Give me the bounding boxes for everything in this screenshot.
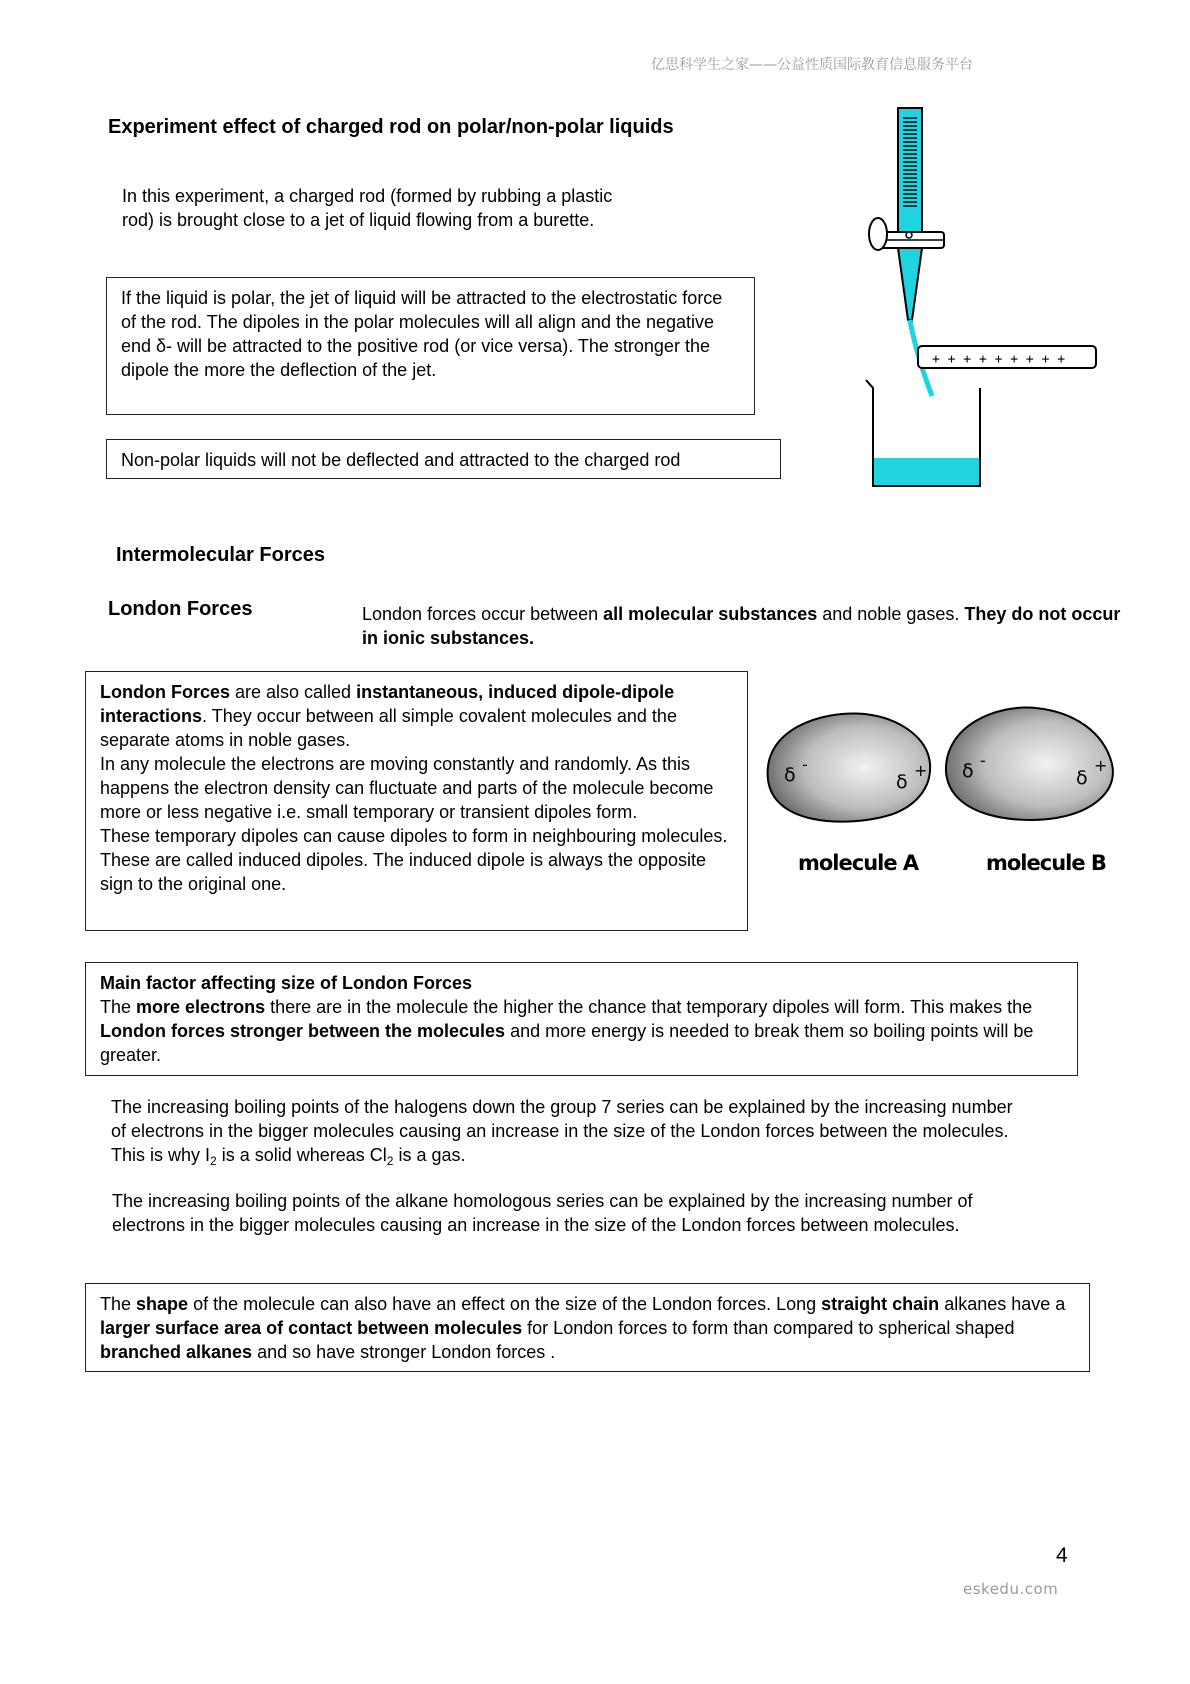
- nonpolar-liquid-box: [106, 439, 781, 479]
- polar-liquid-box: [106, 277, 755, 415]
- experiment-title: Experiment effect of charged rod on polar/non-polar liquids: [108, 116, 674, 138]
- rod-charge-label: + + + + + + + + +: [932, 352, 1066, 367]
- delta-negative-a: δ: [784, 764, 796, 786]
- polar-liquid-text: If the liquid is polar, the jet of liquid will be attracted to the electrostatic force of the rod. The dipoles in the polar molecules will all align and the negative end δ- will be attracted to the positive rod (or vice versa). The stronger the dipole the more the deflection of the jet.: [121, 288, 723, 380]
- positive-sign-a: +: [914, 761, 928, 780]
- burette-experiment-diagram: [860, 104, 1100, 490]
- negative-sign-b: -: [980, 751, 986, 770]
- london-forces-intro: London forces occur between all molecular substances and noble gases. They do not occur in ionic substances.: [362, 604, 1121, 648]
- molecule-a-label: molecule A: [798, 851, 919, 875]
- experiment-intro: In this experiment, a charged rod (formed by rubbing a plastic rod) is brought close to a jet of liquid flowing from a burette.: [122, 186, 613, 230]
- intermolecular-forces-heading: Intermolecular Forces: [116, 544, 325, 566]
- temporary-dipole-diagram: [760, 700, 1120, 882]
- delta-positive-b: δ: [1076, 767, 1088, 789]
- delta-positive-a: δ: [896, 771, 908, 793]
- burette: [898, 108, 922, 320]
- molecule-b-label: molecule B: [986, 851, 1106, 875]
- main-factor-box: Main factor affecting size of London Forces The more electrons there are in the molecule the higher the chance that temporary dipoles will form. This makes the London forces stronger between the molecules and more energy is needed to break them so boiling points will be greater.: [85, 962, 1078, 1076]
- footer-site: eskedu.com: [963, 1580, 1059, 1598]
- main-factor-title: Main factor affecting size of London Forces: [100, 973, 473, 993]
- charged-rod: [918, 346, 1096, 368]
- delta-negative-b: δ: [962, 760, 974, 782]
- london-forces-box: London Forces are also called instantaneous, induced dipole-dipole interactions. They occur between all simple covalent molecules and the separate atoms in noble gases. In any molecule the electrons are moving constantly and randomly. As this happens the electron density can fluctuate and parts of the molecule become more or less negative i.e. small temporary or transient dipoles form. These temporary dipoles can cause dipoles to form in neighbouring molecules. These are called induced dipoles. The induced dipole is always the opposite sign to the original one.: [85, 671, 748, 931]
- london-forces-heading: London Forces: [108, 598, 253, 620]
- halogens-paragraph: The increasing boiling points of the halogens down the group 7 series can be explained by the increasing number of electrons in the bigger molecules causing an increase in the size of the London forces between the molecules. This is why $I_2$ is a solid whereas $Cl_2$ is a gas.: [111, 1097, 1013, 1168]
- positive-sign-b: +: [1094, 756, 1108, 775]
- negative-sign-a: -: [802, 755, 808, 774]
- page-header: 亿思科学生之家——公益性质国际教育信息服务平台: [651, 57, 973, 73]
- alkanes-paragraph: The increasing boiling points of the alkane homologous series can be explained by the increasing number of electrons in the bigger molecules causing an increase in the size of the London forces between molecules.: [112, 1191, 973, 1235]
- molecule-shape-box: The shape of the molecule can also have an effect on the size of the London forces. Long straight chain alkanes have a larger surface area of contact between molecules for London forces to form than compared to spherical shaped branched alkanes and so have stronger London forces .: [85, 1283, 1090, 1372]
- molecule-a: [768, 714, 931, 875]
- page-number: 4: [1056, 1544, 1068, 1567]
- nonpolar-liquid-text: Non-polar liquids will not be deflected and attracted to the charged rod: [121, 450, 681, 470]
- beaker: [866, 380, 980, 486]
- molecule-b: [946, 708, 1113, 875]
